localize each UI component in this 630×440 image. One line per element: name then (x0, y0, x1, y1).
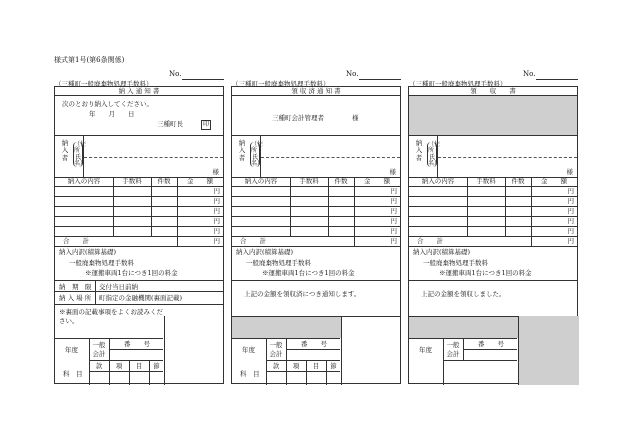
dashed-rule (84, 157, 223, 158)
rule (354, 177, 355, 236)
rule (109, 349, 163, 350)
rule (232, 95, 400, 96)
form-number-line (359, 79, 401, 80)
rule (83, 135, 84, 177)
form2-box (231, 86, 401, 384)
address-label: （住所・氏名） (251, 141, 264, 167)
rule (354, 236, 355, 246)
fiscal-year-label: 年度 (65, 346, 78, 354)
rule (113, 177, 114, 236)
fee-table-header: 手数料 (122, 177, 142, 185)
rule (463, 349, 517, 350)
yen-unit: 円 (390, 187, 397, 195)
basis-note: ※運搬車両1台につき1回の料金 (85, 269, 178, 277)
fee-table-header: 金 額 (187, 177, 213, 185)
yen-unit: 円 (567, 207, 574, 215)
address-label: （住所・氏名） (428, 141, 441, 167)
rule (89, 371, 163, 372)
rule (129, 360, 130, 385)
rule (232, 206, 400, 207)
yen-unit: 円 (213, 207, 220, 215)
rule (467, 177, 468, 236)
fee-caption: （三種町一般廃棄物処理手数料） (55, 80, 153, 88)
fee-table-header: 件数 (511, 177, 525, 185)
recipient-honorific: 様 (352, 114, 359, 122)
deadline-value: 交付当日前納 (99, 283, 138, 291)
payment-place-value: 町指定の金融機関(裏面記載) (99, 294, 183, 302)
yen-unit: 円 (567, 237, 574, 245)
rule (518, 316, 519, 385)
rule (232, 246, 400, 247)
subject-column: 款 (272, 362, 280, 370)
total-label: 合 計 (63, 237, 89, 245)
rule (463, 349, 464, 360)
fee-table-header: 納入の内容 (421, 177, 455, 185)
deadline-label: 納 期 限 (59, 283, 92, 291)
yen-unit: 円 (213, 237, 220, 245)
rule (55, 246, 223, 247)
fee-table-header: 手数料 (476, 177, 496, 185)
shaded-area (409, 316, 518, 338)
rule (55, 226, 223, 227)
shaded-area (518, 316, 579, 385)
fee-table-header: 金 額 (541, 177, 567, 185)
subject-label: 科 目 (240, 370, 260, 378)
number-label: 番 号 (301, 340, 327, 348)
rule (409, 186, 577, 187)
rule (55, 216, 223, 217)
rule (55, 280, 223, 281)
receipt-notice: 上記の金額を領収しました。 (421, 290, 506, 298)
number-label: 番 号 (478, 340, 504, 348)
payer-label: 納入者 (415, 139, 423, 162)
rule (443, 360, 517, 361)
subject-label: 科 目 (63, 370, 83, 378)
rule (290, 177, 291, 236)
yen-unit: 円 (390, 197, 397, 205)
form-number-line (182, 79, 224, 80)
rule (149, 360, 150, 385)
form3-title: 領 収 書 (470, 87, 516, 95)
form-style-label: 様式第1号(第6条関係) (54, 56, 125, 64)
form-number-label: No. (523, 70, 536, 78)
subject-column: 款 (95, 362, 103, 370)
form1-box (54, 86, 224, 384)
rule (409, 196, 577, 197)
form2-title: 領 収 済 通 知 書 (291, 87, 341, 95)
rule (177, 236, 178, 246)
basis-title: 納入内訳(積算基礎) (59, 248, 117, 256)
yen-unit: 円 (213, 187, 220, 195)
form-number-label: No. (169, 70, 182, 78)
form-number-label: No. (346, 70, 359, 78)
rule (55, 135, 223, 136)
receipt-shaded-area (409, 95, 577, 135)
fiscal-year-label: 年度 (419, 346, 432, 354)
subject-column: 節 (330, 362, 337, 370)
rule (232, 316, 400, 317)
rule (232, 280, 400, 281)
yen-unit: 円 (213, 197, 220, 205)
yen-unit: 円 (390, 227, 397, 235)
total-label: 合 計 (417, 237, 443, 245)
yen-unit: 円 (213, 217, 220, 225)
address-label: （住所・氏名） (74, 141, 87, 167)
rule (409, 206, 577, 207)
rule (232, 216, 400, 217)
basis-title: 納入内訳(積算基礎) (236, 248, 294, 256)
rule (55, 206, 223, 207)
rule (232, 186, 400, 187)
rule (266, 338, 267, 385)
rule (260, 135, 261, 177)
rule (151, 177, 152, 236)
rule (232, 135, 400, 136)
subject-column: 項 (292, 362, 300, 370)
fiscal-year-label: 年度 (242, 346, 255, 354)
yen-unit: 円 (390, 207, 397, 215)
yen-unit: 円 (390, 237, 397, 245)
issuer-name: 三種町長 (157, 120, 183, 128)
basis-item: 一般廃棄物処理手数料 (423, 259, 488, 267)
dashed-rule (438, 157, 577, 158)
yen-unit: 円 (390, 217, 397, 225)
rule (306, 360, 307, 385)
payer-label: 納入者 (238, 139, 246, 162)
form1-title: 納 入 通 知 書 (118, 87, 160, 95)
number-label: 番 号 (124, 340, 150, 348)
rule (55, 95, 223, 96)
payer-honorific: 様 (566, 168, 573, 176)
basis-note: ※運搬車両1台につき1回の料金 (262, 269, 355, 277)
fee-caption: （三種町一般廃棄物処理手数料） (409, 80, 507, 88)
total-label: 合 計 (240, 237, 266, 245)
subject-column: 節 (153, 362, 160, 370)
general-account-label: 一般会計 (446, 341, 460, 358)
back-side-note: ※裏面の記載事項をよくお読みください。 (59, 308, 163, 326)
dashed-rule (261, 157, 400, 158)
yen-unit: 円 (567, 227, 574, 235)
yen-unit: 円 (567, 187, 574, 195)
rule (232, 196, 400, 197)
rule (409, 226, 577, 227)
rule (505, 177, 506, 236)
general-account-label: 一般会計 (269, 341, 283, 358)
basis-item: 一般廃棄物処理手数料 (69, 259, 134, 267)
rule (443, 338, 444, 385)
fee-table-header: 件数 (334, 177, 348, 185)
rule (55, 196, 223, 197)
recipient-name: 三種町会計管理者 (272, 114, 324, 122)
seal-box: 印 (202, 121, 209, 128)
form3-box (408, 86, 578, 384)
rule (286, 360, 287, 385)
rule (437, 135, 438, 177)
fee-table-header: 納入の内容 (67, 177, 101, 185)
rule (409, 135, 577, 136)
rule (89, 360, 163, 361)
rule (341, 316, 342, 385)
subject-column: 項 (115, 362, 123, 370)
fee-table-header: 金 額 (364, 177, 390, 185)
rule (409, 280, 577, 281)
yen-unit: 円 (567, 197, 574, 205)
rule (328, 177, 329, 236)
rule (409, 246, 577, 247)
subject-column: 目 (312, 362, 320, 370)
rule (89, 338, 90, 385)
payer-label: 納入者 (61, 139, 69, 162)
rule (266, 371, 340, 372)
rule (531, 236, 532, 246)
rule (177, 177, 178, 236)
shaded-area (232, 316, 341, 338)
general-account-label: 一般会計 (92, 341, 106, 358)
rule (286, 349, 340, 350)
rule (55, 291, 223, 292)
yen-unit: 円 (213, 227, 220, 235)
issue-date: 年 月 日 (89, 110, 135, 118)
payment-place-label: 納 入 場 所 (59, 294, 92, 302)
yen-unit: 円 (567, 217, 574, 225)
fee-table-header: 件数 (157, 177, 171, 185)
subject-column: 目 (135, 362, 143, 370)
rule (55, 186, 223, 187)
basis-note: ※運搬車両1台につき1回の料金 (439, 269, 532, 277)
payer-honorific: 様 (389, 168, 396, 176)
receipt-notice: 上記の金額を領収済につき通知します。 (244, 290, 361, 298)
payer-honorific: 様 (212, 168, 219, 176)
rule (109, 360, 110, 385)
basis-title: 納入内訳(積算基礎) (413, 248, 471, 256)
rule (409, 95, 577, 96)
rule (95, 280, 96, 304)
rule (232, 226, 400, 227)
form-number-line (536, 79, 578, 80)
fee-table-header: 手数料 (299, 177, 319, 185)
rule (266, 360, 340, 361)
basis-item: 一般廃棄物処理手数料 (246, 259, 311, 267)
rule (164, 316, 165, 385)
fee-caption: （三種町一般廃棄物処理手数料） (232, 80, 330, 88)
rule (531, 177, 532, 236)
fee-table-header: 納入の内容 (244, 177, 278, 185)
rule (409, 216, 577, 217)
rule (55, 304, 223, 305)
rule (326, 360, 327, 385)
notice-intro: 次のとおり納入してください。 (62, 100, 153, 108)
